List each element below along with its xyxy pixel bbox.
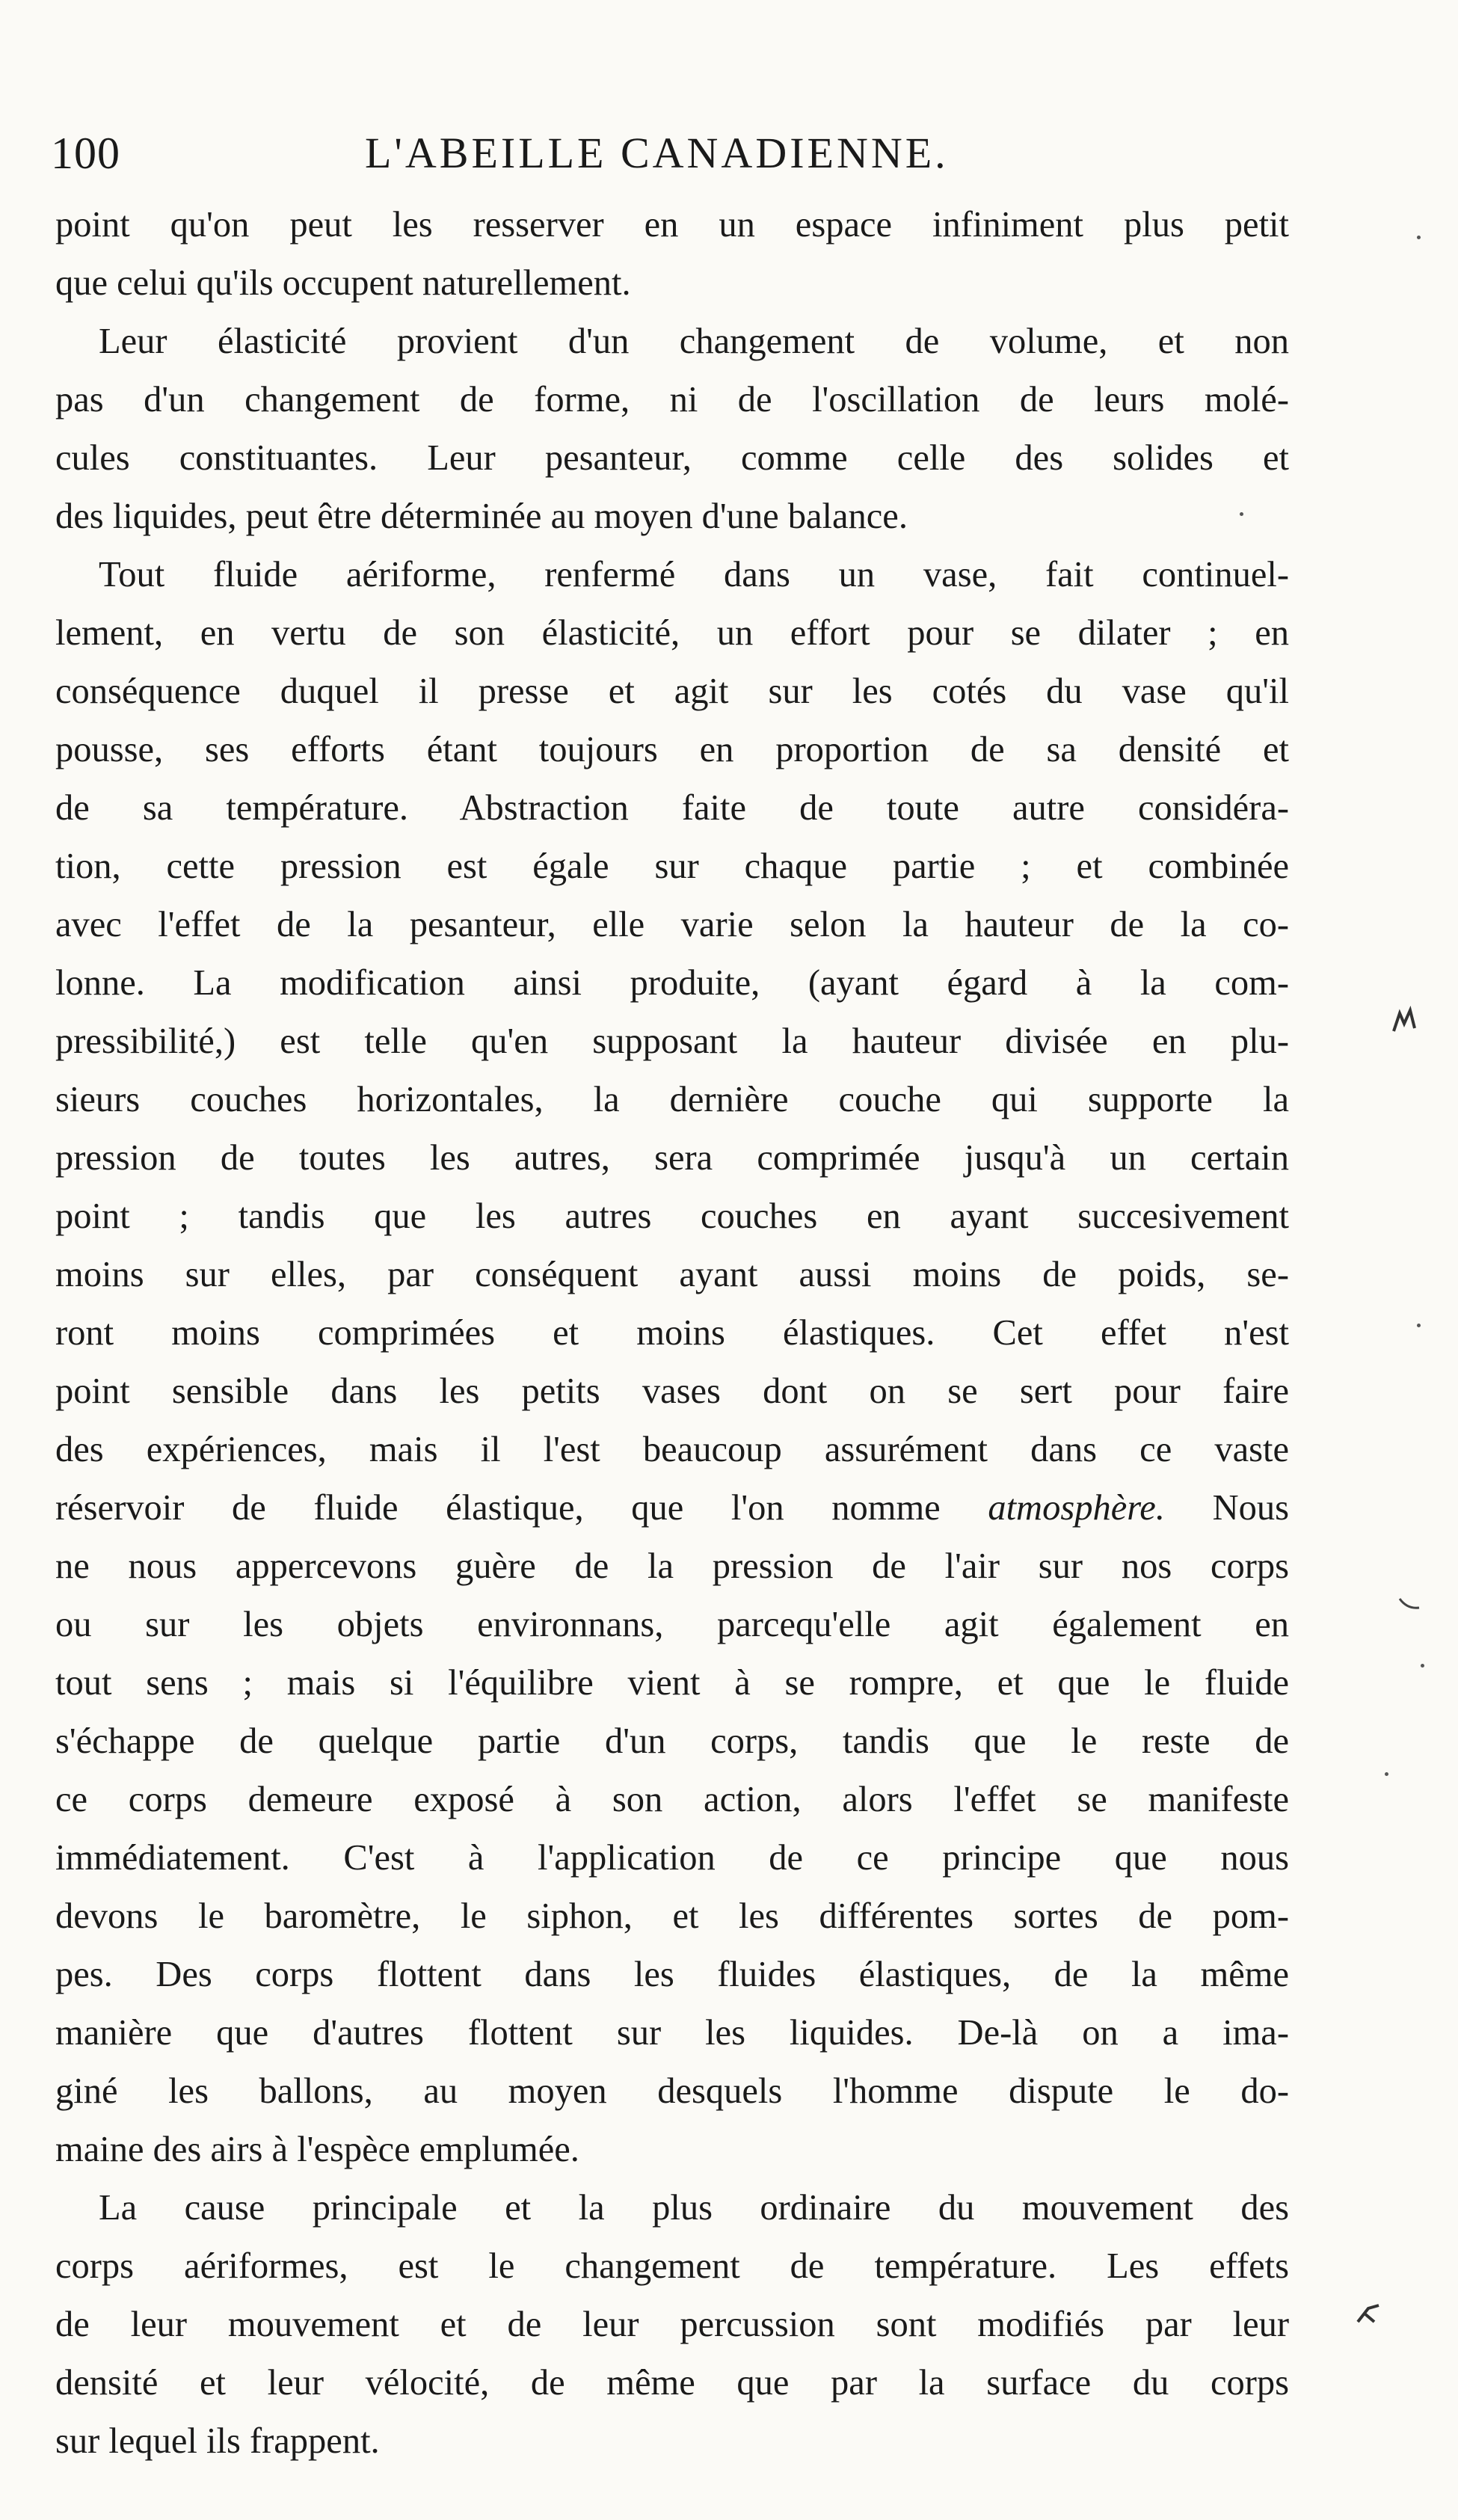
paragraph (55, 2179, 1289, 2471)
text-line: maine des airs à l'espèce emplumée. (55, 2130, 579, 2169)
paragraph (55, 546, 1289, 2179)
paragraph (55, 196, 1289, 313)
text-line: corps aériformes, est le changement de température. Les effets (55, 2246, 1289, 2286)
text-line: ce corps demeure exposé à son action, alors l'effet se manifeste (55, 1780, 1289, 1819)
text-line: pas d'un changement de forme, ni de l'oscillation de leurs molé- (55, 380, 1289, 420)
text-line: réservoir de fluide élastique, que l'on nomme atmosphère. Nous (55, 1488, 1289, 1528)
text-line: point sensible dans les petits vases dont on se sert pour faire (55, 1371, 1289, 1411)
margin-ink-mark (1397, 1593, 1424, 1615)
text-line: sieurs couches horizontales, la dernière couche qui supporte la (55, 1080, 1289, 1119)
text-line: devons le baromètre, le siphon, et les différentes sortes de pom- (55, 1896, 1289, 1936)
text-line: Leur élasticité provient d'un changement de volume, et non (99, 322, 1289, 361)
text-line: des liquides, peut être déterminée au moyen d'une balance. (55, 497, 908, 536)
margin-speck (1417, 1324, 1421, 1327)
margin-speck (1385, 1772, 1388, 1776)
margin-speck (1421, 1664, 1424, 1668)
page-number: 100 (51, 129, 120, 178)
text-line: tion, cette pression est égale sur chaque partie ; et combinée (55, 846, 1289, 886)
text-line: avec l'effet de la pesanteur, elle varie selon la hauteur de la co- (55, 905, 1289, 944)
text-line: de sa température. Abstraction faite de toute autre considéra- (55, 788, 1289, 828)
text-line: s'échappe de quelque partie d'un corps, tandis que le reste de (55, 1721, 1289, 1761)
text-line: densité et leur vélocité, de même que par la surface du corps (55, 2363, 1289, 2403)
text-line: ront moins comprimées et moins élastiques. Cet effet n'est (55, 1313, 1289, 1353)
text-line: conséquence duquel il presse et agit sur les cotés du vase qu'il (55, 672, 1289, 711)
text-line: tout sens ; mais si l'équilibre vient à se rompre, et que le fluide (55, 1663, 1289, 1703)
text-line: pression de toutes les autres, sera comprimée jusqu'à un certain (55, 1138, 1289, 1178)
paragraph (55, 313, 1289, 546)
text-line: des expériences, mais il l'est beaucoup assurément dans ce vaste (55, 1430, 1289, 1469)
margin-ink-mark (1353, 2299, 1383, 2329)
text-line: pressibilité,) est telle qu'en supposant la hauteur divisée en plu- (55, 1021, 1289, 1061)
text-line: ne nous appercevons guère de la pression de l'air sur nos corps (55, 1546, 1289, 1586)
text-line: sur lequel ils frappent. (55, 2421, 380, 2461)
text-line: pes. Des corps flottent dans les fluides élastiques, de la même (55, 1955, 1289, 1994)
text-line: de leur mouvement et de leur percussion sont modifiés par leur (55, 2305, 1289, 2344)
text-line: que celui qu'ils occupent naturellement. (55, 263, 631, 303)
text-line: lonne. La modification ainsi produite, (ayant égard à la com- (55, 963, 1289, 1003)
running-head: L'ABEILLE CANADIENNE. (365, 129, 949, 177)
text-line: point qu'on peut les resserver en un espace infiniment plus petit (55, 205, 1289, 245)
text-line: Tout fluide aériforme, renfermé dans un vase, fait continuel- (99, 555, 1289, 594)
text-line: giné les ballons, au moyen desquels l'homme dispute le do- (55, 2071, 1289, 2111)
text-line: cules constituantes. Leur pesanteur, comme celle des solides et (55, 438, 1289, 478)
text-line: moins sur elles, par conséquent ayant aussi moins de poids, se- (55, 1255, 1289, 1294)
margin-speck (1417, 236, 1421, 239)
text-line: point ; tandis que les autres couches en ayant succesivement (55, 1196, 1289, 1236)
italic-term: atmosphère. (988, 1488, 1165, 1528)
body-text (55, 196, 1289, 2471)
text-line: lement, en vertu de son élasticité, un effort pour se dilater ; en (55, 613, 1289, 653)
page-header (51, 127, 1262, 179)
text-line: immédiatement. C'est à l'application de ce principe que nous (55, 1838, 1289, 1878)
margin-ink-mark (1391, 1006, 1421, 1036)
margin-speck (1240, 512, 1243, 516)
text-line: ou sur les objets environnans, parcequ'elle agit également en (55, 1605, 1289, 1644)
text-line: La cause principale et la plus ordinaire du mouvement des (99, 2188, 1289, 2228)
text-line: pousse, ses efforts étant toujours en proportion de sa densité et (55, 730, 1289, 769)
text-line: manière que d'autres flottent sur les liquides. De-là on a ima- (55, 2013, 1289, 2053)
